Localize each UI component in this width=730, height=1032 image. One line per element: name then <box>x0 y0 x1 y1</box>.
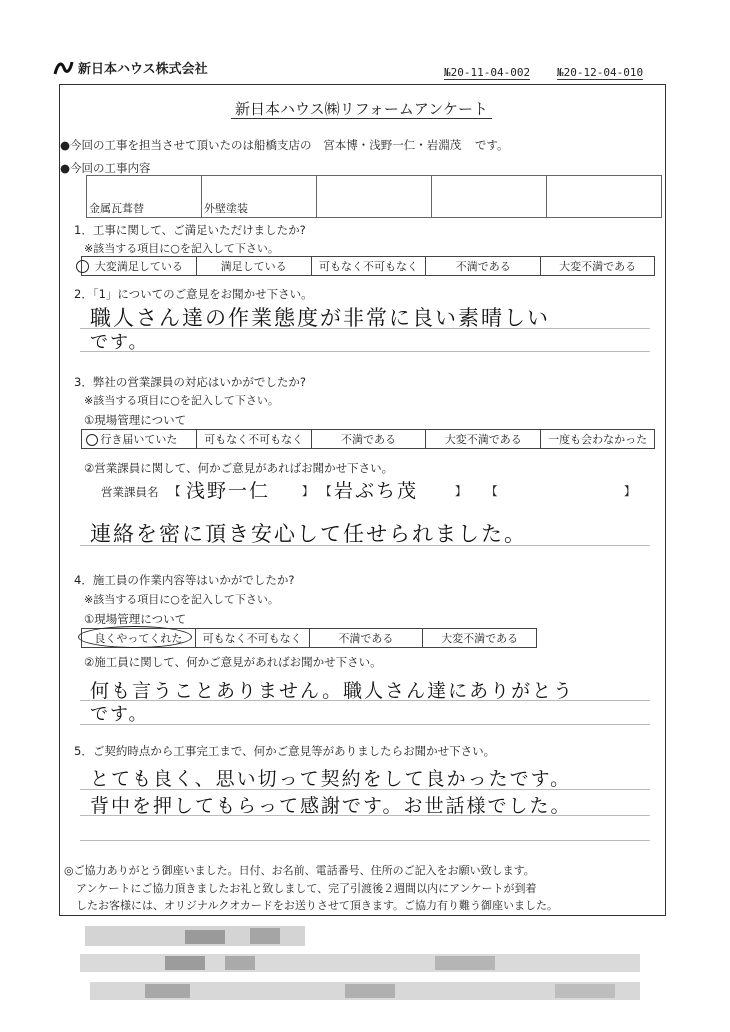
bracket-open: 【 <box>486 484 498 498</box>
footer-line2: アンケートにご協力頂きましたお礼と致しまして、完了引渡後２週間以内にアンケートが到着 <box>76 882 537 895</box>
staff-names: 宮本博・浅野一仁・岩淵茂 <box>323 138 462 152</box>
work-item <box>432 176 547 218</box>
q1-option[interactable]: 満足している <box>196 257 311 276</box>
q4-option[interactable]: 大変不満である <box>423 629 537 648</box>
q3-selected-mark <box>86 434 98 446</box>
bracket-open: 【 <box>169 484 181 498</box>
q3-option[interactable]: 行き届いていた <box>82 430 197 449</box>
q1-option[interactable]: 大変満足している <box>82 257 197 276</box>
answer-line <box>80 815 650 816</box>
work-item <box>317 176 432 218</box>
q3-option[interactable]: 可もなく不可もなく <box>196 430 311 449</box>
work-item: 金属瓦葺替 <box>87 176 202 218</box>
answer-line <box>80 328 650 329</box>
survey-number-1: №20-11-04-002 <box>444 66 531 79</box>
q1-option[interactable]: 大変不満である <box>541 257 655 276</box>
bracket-close: 】 <box>302 484 314 498</box>
answer-line <box>80 700 650 701</box>
intro-text: ●今回の工事を担当させて頂いたのは船橋支店の 宮本博・浅野一仁・岩淵茂 です。 <box>60 138 509 152</box>
answer-line <box>80 351 650 352</box>
redacted-personal-info <box>75 920 655 1020</box>
staff-name-2: 岩ぶち茂 <box>334 480 419 502</box>
work-content-table <box>86 175 662 218</box>
answer-line <box>80 545 650 546</box>
q1-options <box>81 256 655 276</box>
q4-label: 4．施工員の作業内容等はいかがでしたか? <box>74 573 295 587</box>
q4-option[interactable]: 不満である <box>309 629 423 648</box>
q5-answer-line2: 背中を押してもらって感謝です。お世話様でした。 <box>90 795 572 817</box>
q1-option[interactable]: 不満である <box>426 257 541 276</box>
q2-answer-line2: です。 <box>90 332 149 353</box>
q4-answer-line2: です。 <box>90 704 149 725</box>
bracket-close: 】 <box>624 484 636 498</box>
q4-note: ※該当する項目に○を記入して下さい。 <box>84 593 279 606</box>
staff-name-1: 浅野一仁 <box>186 480 271 502</box>
q3-option[interactable]: 大変不満である <box>426 430 541 449</box>
footer-line3: したお客様には、オリジナルクオカードをお送りさせて頂きます。ご協力有り難う御座いました。 <box>76 899 559 912</box>
q4-option[interactable]: 可もなく不可もなく <box>195 629 309 648</box>
q2-label: 2．「1」についてのご意見をお聞かせ下さい。 <box>74 287 313 301</box>
footer-line1: ◎ご協力ありがとう御座いました。日付、お名前、電話番号、住所のご記入をお願い致します。 <box>64 864 535 877</box>
answer-line <box>80 789 650 790</box>
q3-answer: 連絡を密に頂き安心して任せられました。 <box>90 522 527 546</box>
company-name: 新日本ハウス株式会社 <box>78 62 208 77</box>
company-logo <box>52 58 208 77</box>
q1-option[interactable]: 可もなく不可もなく <box>311 257 426 276</box>
q1-selected-mark <box>76 260 89 273</box>
company-logo-icon <box>52 60 74 76</box>
q5-label: 5．ご契約時点から工事完工まで、何かご意見等がありましたらお聞かせ下さい。 <box>74 744 496 758</box>
q5-answer-line1: とても良く、思い切って契約をして良かったです。 <box>90 768 572 790</box>
q3-sub1: ①現場管理について <box>84 413 187 427</box>
q1-label: 1．工事に関して、ご満足いただけましたか? <box>74 223 306 237</box>
bracket-open: 【 <box>320 484 332 498</box>
survey-title: 新日本ハウス㈱リフォームアンケート <box>59 98 664 119</box>
q4-sub1: ①現場管理について <box>84 612 187 626</box>
q3-sub2: ②営業課員に関して、何かご意見があればお聞かせ下さい。 <box>84 461 394 475</box>
work-label: ●今回の工事内容 <box>60 161 151 175</box>
q3-options <box>81 429 655 449</box>
bracket-close: 】 <box>455 484 467 498</box>
q3-label: 3．弊社の営業課員の対応はいかがでしたか? <box>74 375 306 389</box>
answer-line <box>80 840 650 841</box>
staff-name-label: 営業課員名 <box>101 485 159 499</box>
work-item: 外壁塗装 <box>202 176 317 218</box>
q3-option[interactable]: 不満である <box>311 430 426 449</box>
work-item <box>547 176 662 218</box>
q4-sub2: ②施工員に関して、何かご意見があればお聞かせ下さい。 <box>84 655 382 669</box>
survey-number-2: №20-12-04-010 <box>557 66 644 79</box>
answer-line <box>80 724 650 725</box>
q3-option[interactable]: 一度も会わなかった <box>541 430 655 449</box>
q4-selected-mark <box>78 626 192 648</box>
q3-note: ※該当する項目に○を記入して下さい。 <box>84 394 279 407</box>
q1-note: ※該当する項目に○を記入して下さい。 <box>84 242 279 255</box>
q4-answer-line1: 何も言うことありません。職人さん達にありがとう <box>90 680 575 702</box>
q2-answer-line1: 職人さん達の作業態度が非常に良い素晴しい <box>90 306 550 330</box>
q4-option[interactable]: 良くやってくれた <box>82 629 196 648</box>
